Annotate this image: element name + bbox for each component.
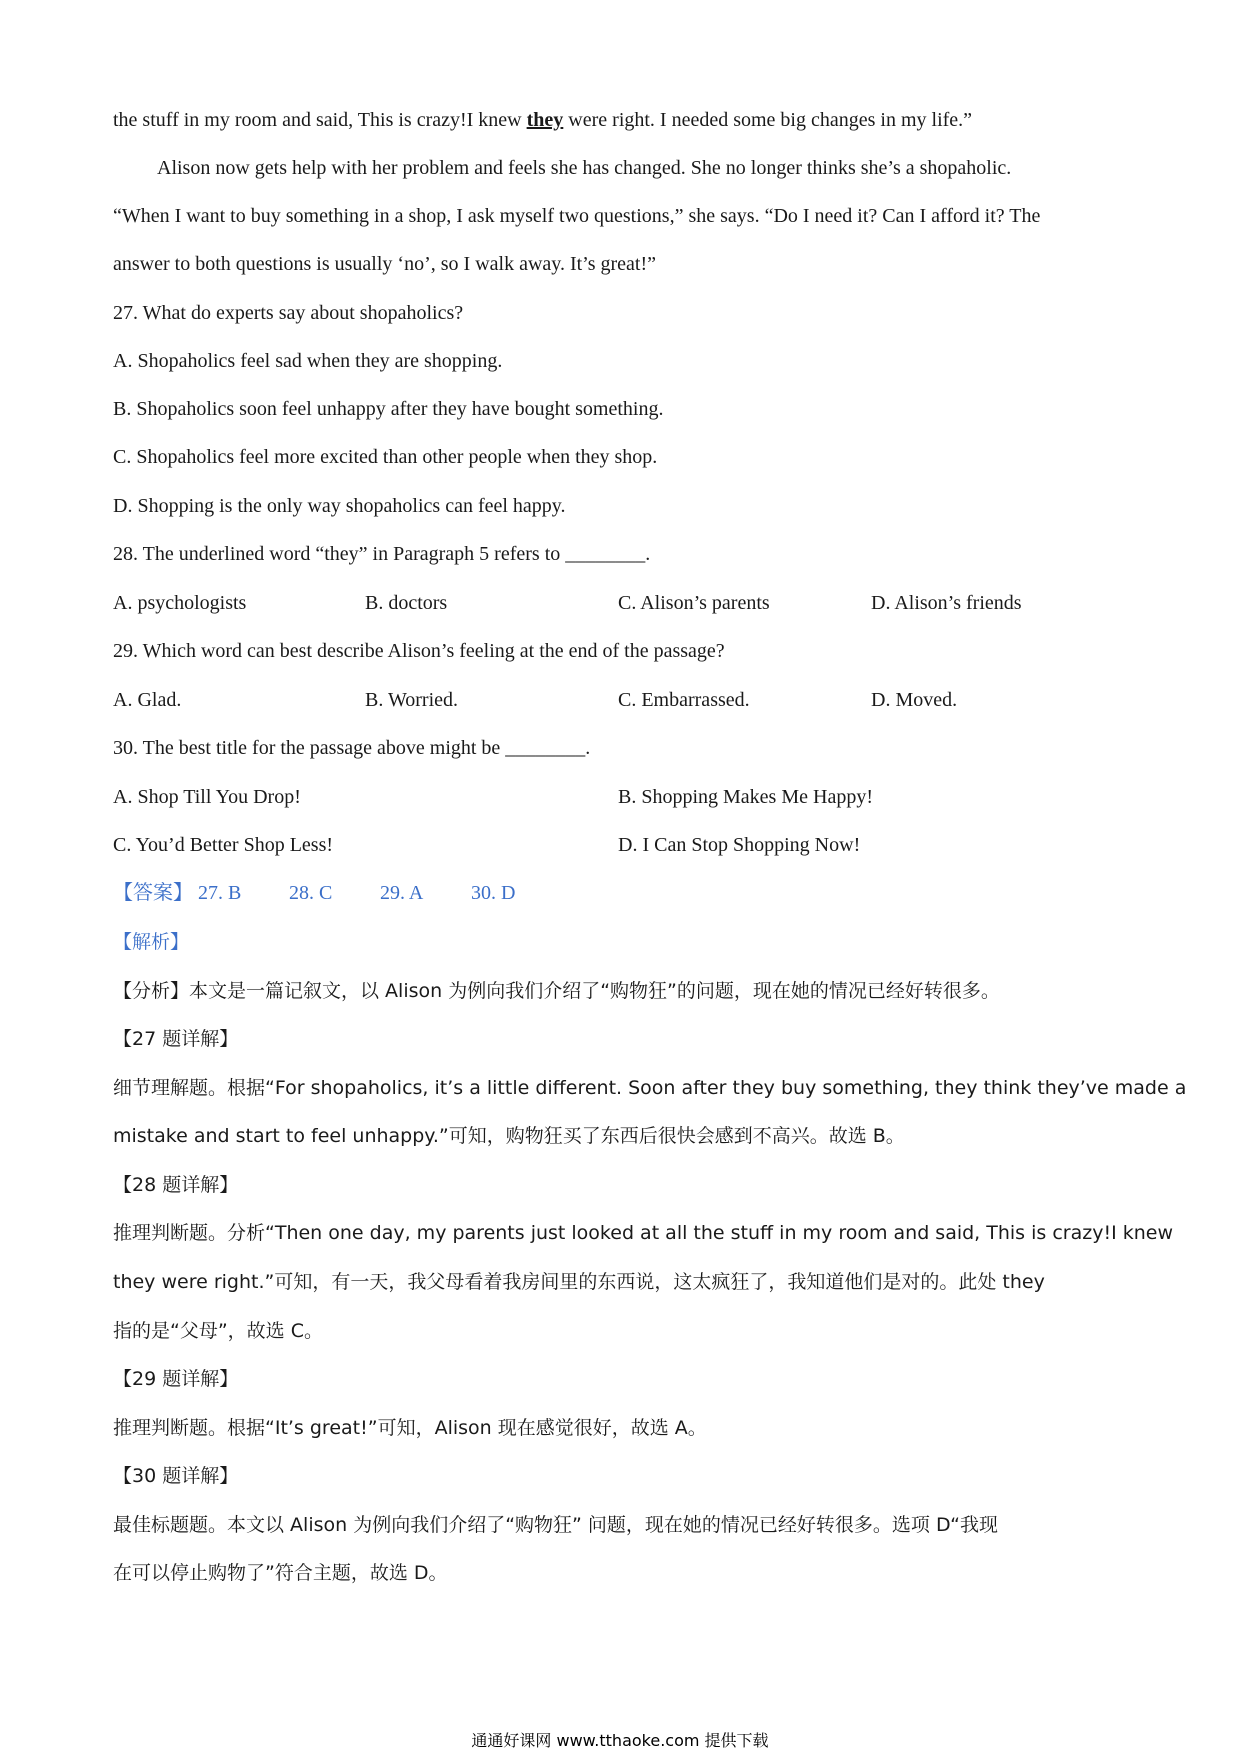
question-30-option-a: A. Shop Till You Drop! [113,786,301,808]
question-28-option-a: A. psychologists [113,592,247,614]
question-30-stem: 30. The best title for the passage above might be ________. [113,737,591,759]
question-30-option-c: C. You’d Better Shop Less! [113,834,334,856]
answer-item-29: 29. A [380,882,424,904]
passage-line-2: Alison now gets help with her problem and feels she has changed. She no longer thinks she’s a shopaholic. [157,157,1012,179]
question-27-option-a: A. Shopaholics feel sad when they are shopping. [113,350,503,372]
question-27-option-b: B. Shopaholics soon feel unhappy after they have bought something. [113,398,664,420]
q27-explanation-line-2: mistake and start to feel unhappy.”可知，购物狂买了东西后很快会感到不高兴。故选 B。 [113,1125,905,1147]
question-27-option-c: C. Shopaholics feel more excited than other people when they shop. [113,446,658,468]
q28-explanation-line-3: 指的是“父母”，故选 C。 [113,1320,323,1342]
q28-explanation-line-1: 推理判断题。分析“Then one day, my parents just looked at all the stuff in my room and said, This is crazy!I knew [113,1222,1173,1244]
question-29-option-c: C. Embarrassed. [618,689,750,711]
passage-line-4: answer to both questions is usually ‘no’, so I walk away. It’s great!” [113,253,657,275]
q29-explanation-line-1: 推理判断题。根据“It’s great!”可知，Alison 现在感觉很好，故选 A。 [113,1417,707,1439]
question-28-option-b: B. doctors [365,592,448,614]
passage-text: were right. I needed some big changes in my life.” [563,109,973,131]
analysis-summary: 【分析】本文是一篇记叙文，以 Alison 为例向我们介绍了“购物狂”的问题，现在她的情况已经好转很多。 [113,980,1000,1002]
question-29-option-d: D. Moved. [871,689,958,711]
analysis-label: 【解析】 [113,931,190,953]
question-30-option-d: D. I Can Stop Shopping Now! [618,834,861,856]
question-29-stem: 29. Which word can best describe Alison’s feeling at the end of the passage? [113,640,725,662]
question-28-option-c: C. Alison’s parents [618,592,770,614]
question-30-option-b: B. Shopping Makes Me Happy! [618,786,873,808]
q28-explanation-line-2: they were right.”可知，有一天，我父母看着我房间里的东西说，这太疯狂了，我知道他们是对的。此处 they [113,1271,1045,1293]
page-footer: 通通好课网 www.tthaoke.com 提供下载 [471,1731,769,1750]
q27-explanation-heading: 【27 题详解】 [113,1028,239,1050]
answer-item-30: 30. D [471,882,516,904]
question-28-option-d: D. Alison’s friends [871,592,1022,614]
q27-explanation-line-1: 细节理解题。根据“For shopaholics, it’s a little different. Soon after they buy something, they think they’ve made a [113,1077,1187,1099]
question-29-option-a: A. Glad. [113,689,182,711]
answer-item-28: 28. C [289,882,333,904]
question-28-stem: 28. The underlined word “they” in Paragraph 5 refers to ________. [113,543,651,565]
answer-label: 【答案】 [113,882,193,904]
passage-line-1 [113,107,972,133]
question-27-stem: 27. What do experts say about shopaholics? [113,302,464,324]
q30-explanation-line-1: 最佳标题题。本文以 Alison 为例向我们介绍了“购物狂” 问题，现在她的情况已经好转很多。选项 D“我现 [113,1514,999,1536]
q28-explanation-heading: 【28 题详解】 [113,1174,239,1196]
q30-explanation-heading: 【30 题详解】 [113,1465,239,1487]
underlined-word-they: they [526,109,564,131]
answer-item-27: 27. B [198,882,242,904]
question-29-option-b: B. Worried. [365,689,459,711]
passage-line-3: “When I want to buy something in a shop, I ask myself two questions,” she says. “Do I need it? Can I afford it? The [113,205,1041,227]
passage-text: the stuff in my room and said, This is crazy!I knew [113,109,527,131]
question-27-option-d: D. Shopping is the only way shopaholics can feel happy. [113,495,566,517]
q29-explanation-heading: 【29 题详解】 [113,1368,239,1390]
q30-explanation-line-2: 在可以停止购物了”符合主题，故选 D。 [113,1562,448,1584]
